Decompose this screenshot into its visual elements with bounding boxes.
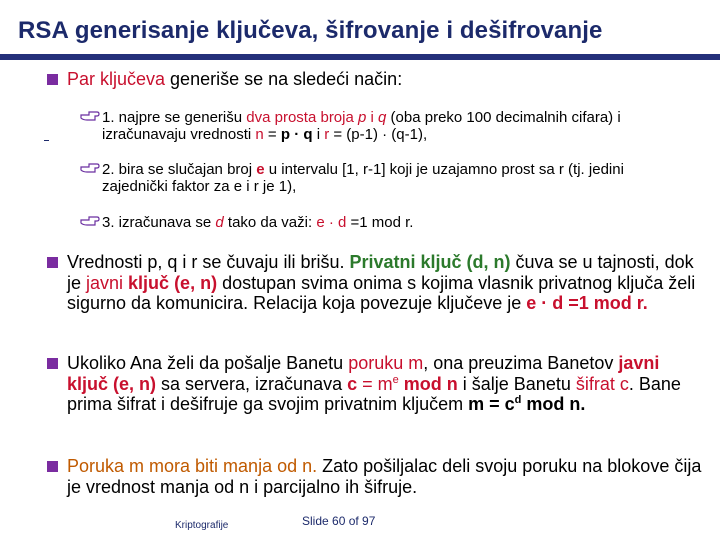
pointing-hand-icon [80, 213, 100, 229]
bullet-key-pair: Par ključeva generiše se na sledeći način: [47, 69, 702, 90]
square-bullet-icon [47, 358, 58, 369]
title-underline [0, 54, 720, 60]
step-1: 1. najpre se generišu dva prosta broja p i q (oba preko 100 decimalnih cifara) i izračunavaju vrednosti n = p · q i r = (p-1) · (q-1), [80, 109, 690, 143]
slide-title: RSA generisanje ključeva, šifrovanje i dešifrovanje [18, 17, 603, 44]
decorative-dash [44, 140, 49, 141]
footer-slide-number: Slide 60 of 97 [302, 514, 376, 528]
bullet-message-size: Poruka m mora biti manja od n. Zato pošiljalac deli svoju poruku na blokove čija je vrednost manja od n i parcijalno ih šifruje. [47, 456, 702, 497]
key-pair-term: Par ključeva [67, 69, 166, 89]
square-bullet-icon [47, 257, 58, 268]
pointing-hand-icon [80, 160, 100, 176]
step-3: 3. izračunava se d tako da važi: e · d =1 mod r. [80, 214, 690, 231]
pointing-hand-icon [80, 108, 100, 124]
square-bullet-icon [47, 461, 58, 472]
square-bullet-icon [47, 74, 58, 85]
bullet-key-storage: Vrednosti p, q i r se čuvaju ili brišu. Privatni ključ (d, n) čuva se u tajnosti, dok je javni ključ (e, n) dostupan svima onima s kojima vlasnik privatnog ključa želi sigurno da komunicira. Relacija koja povezuje ključeve je e · d =1 mod r. [47, 252, 702, 314]
step-2: 2. bira se slučajan broj e u intervalu [1, r-1] koji je uzajamno prost sa r (tj. jedini zajednički faktor za e i r je 1), [80, 161, 690, 195]
footer-course: Kriptografije [175, 520, 229, 531]
bullet-encryption-example: Ukoliko Ana želi da pošalje Banetu poruku m, ona preuzima Banetov javni ključ (e, n) sa servera, izračunava $c = m^e$ mod n i šalje Banetu šifrat c. Bane prima šifrat i dešifruje ga svojim privatnim ključem $m = c^d$ mod n. [47, 353, 702, 415]
